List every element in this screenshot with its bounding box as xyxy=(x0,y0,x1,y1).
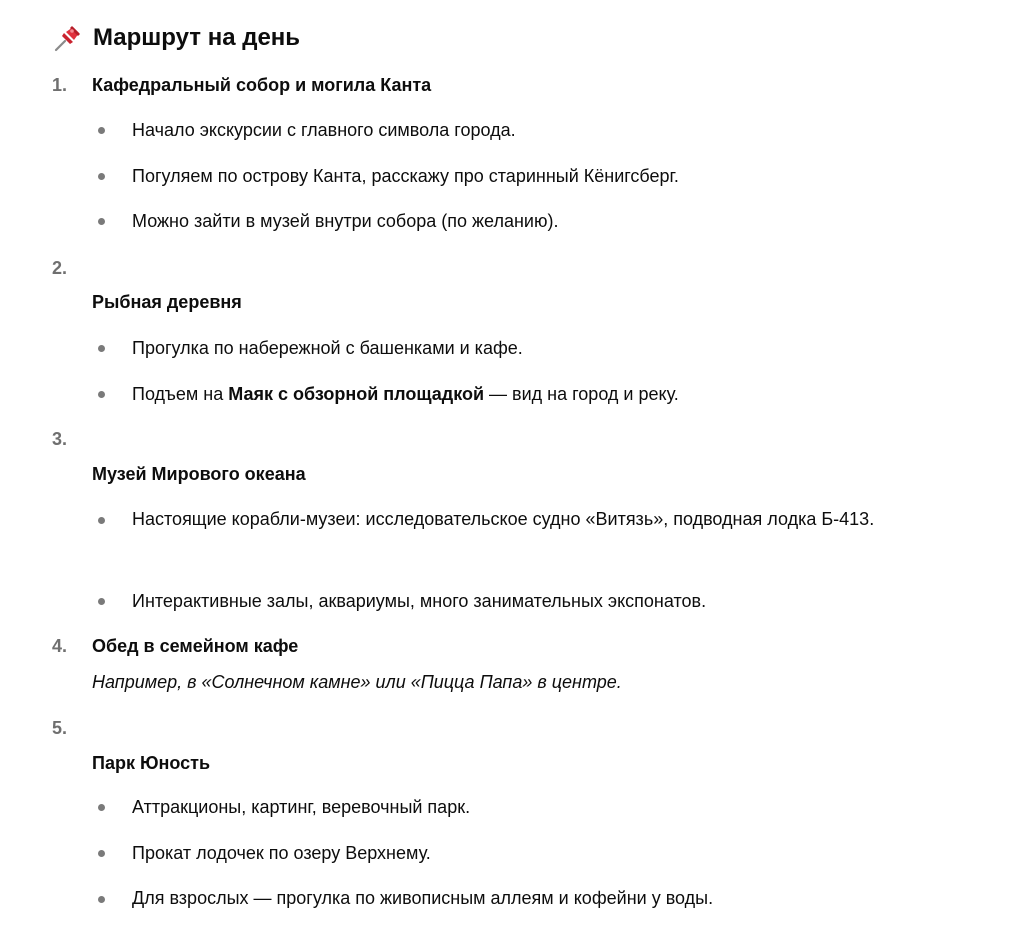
list-item xyxy=(132,377,982,412)
bullet-icon xyxy=(98,173,105,180)
bullet-icon xyxy=(98,598,105,605)
item-text: Подъем на xyxy=(132,384,229,404)
list-item: Для взрослых — прогулка по живописным аллеям и кофейни у воды. xyxy=(132,888,714,908)
list-item: Прогулка по набережной с башенками и кафе. xyxy=(132,338,523,358)
step-number: 4. xyxy=(52,636,68,656)
list-item: Интерактивные залы, аквариумы, много занимательных экспонатов. xyxy=(132,591,707,611)
list-item: Погуляем по острову Канта, расскажу про старинный Кёнигсберг. xyxy=(132,166,679,186)
item-bold-text: Маяк с обзорной площадкой xyxy=(228,384,485,404)
step-number: 2. xyxy=(52,258,68,278)
bullet-icon xyxy=(98,391,105,398)
list-item: Прокат лодочек по озеру Верхнему. xyxy=(132,843,431,863)
step-number: 5. xyxy=(52,718,68,738)
list-item: Настоящие корабли-музеи: исследовательское судно «Витязь», подводная лодка Б-413. xyxy=(132,509,875,529)
list-item: Аттракционы, картинг, веревочный парк. xyxy=(132,797,471,817)
step-title: Кафедральный собор и могила Канта xyxy=(92,75,432,95)
step-title: Обед в семейном кафе xyxy=(92,636,299,656)
step-number: 1. xyxy=(52,75,68,95)
bullet-icon xyxy=(98,218,105,225)
step-note: Например, в «Солнечном камне» или «Пицца Папа» в центре. xyxy=(92,672,622,692)
bullet-icon xyxy=(98,896,105,903)
bullet-icon xyxy=(98,517,105,524)
page-heading xyxy=(52,18,300,58)
bullet-icon xyxy=(98,850,105,857)
bullet-icon xyxy=(98,127,105,134)
step-title: Парк Юность xyxy=(92,753,211,773)
page-title: Маршрут на день xyxy=(93,24,301,51)
step-title: Рыбная деревня xyxy=(92,292,242,312)
list-item: Начало экскурсии с главного символа города. xyxy=(132,120,516,140)
bullet-icon xyxy=(98,345,105,352)
step-number: 3. xyxy=(52,429,68,449)
pushpin-icon xyxy=(52,22,84,54)
bullet-icon xyxy=(98,804,105,811)
list-item: Можно зайти в музей внутри собора (по желанию). xyxy=(132,211,559,231)
item-text: — вид на город и реку. xyxy=(484,384,679,404)
step-title: Музей Мирового океана xyxy=(92,464,306,484)
